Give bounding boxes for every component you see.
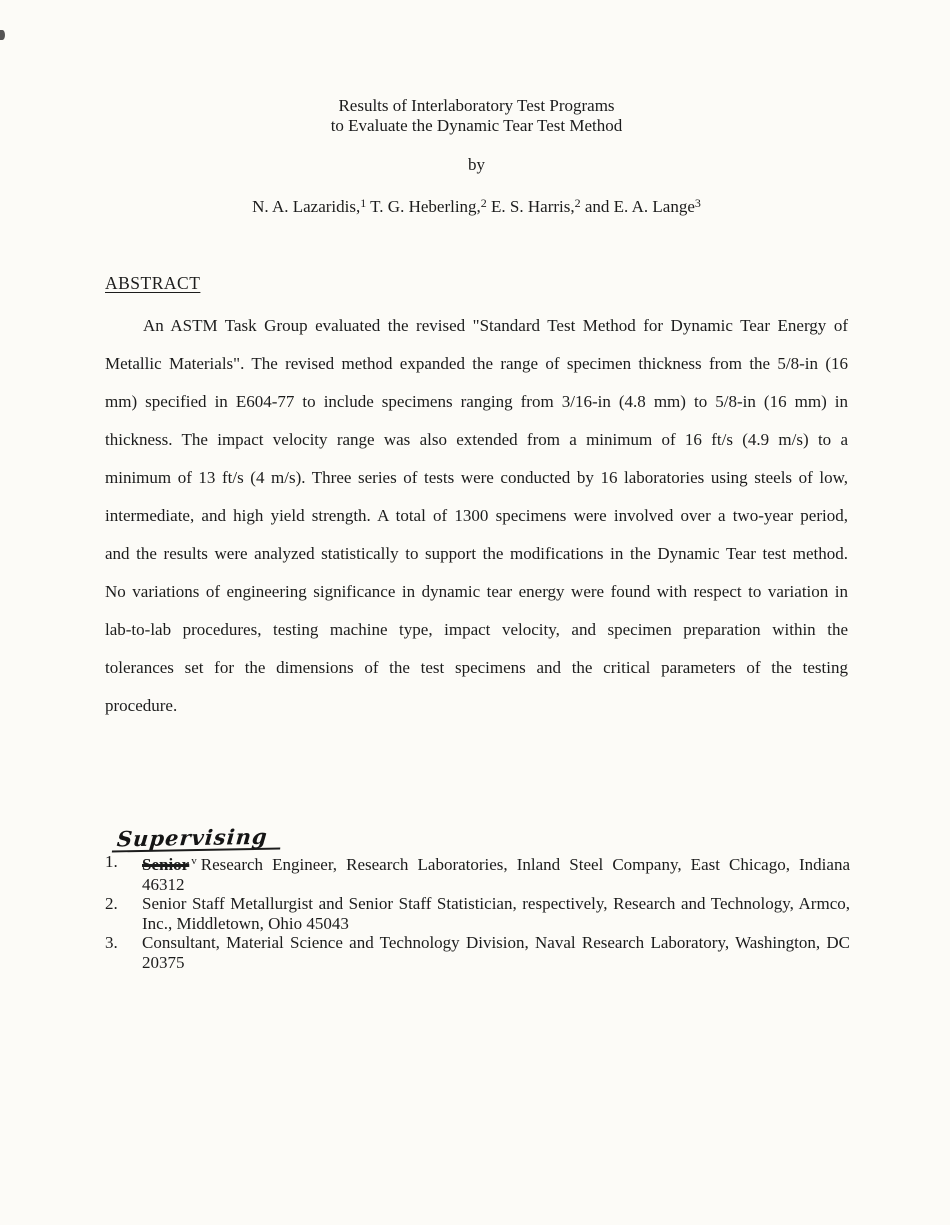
byline: by bbox=[468, 155, 485, 174]
author-name: N. A. Lazaridis, bbox=[252, 197, 361, 216]
author-footnote-marker: 2 bbox=[574, 196, 581, 210]
footnote-item bbox=[105, 852, 850, 894]
author-footnote-marker: 3 bbox=[694, 196, 701, 210]
struck-word: Senior bbox=[142, 855, 190, 874]
author-name: and E. A. Lange bbox=[584, 197, 695, 216]
author-footnote-marker: 2 bbox=[480, 196, 487, 210]
author-name: E. S. Harris, bbox=[491, 197, 575, 216]
page-content bbox=[105, 0, 848, 742]
footnote-number: 1. bbox=[105, 852, 118, 871]
footnote-text: Consultant, Material Science and Technology Division, Naval Research Laboratory, Washington, DC 20375 bbox=[142, 933, 850, 972]
paper-title-line1: Results of Interlaboratory Test Programs bbox=[338, 96, 615, 115]
paper-title-line2: to Evaluate the Dynamic Tear Test Method bbox=[330, 115, 623, 135]
footnotes-section bbox=[105, 823, 850, 972]
insertion-caret: v bbox=[191, 855, 197, 867]
authors-line bbox=[105, 197, 848, 217]
footnote-number: 2. bbox=[105, 894, 118, 913]
footnote-item bbox=[105, 894, 850, 933]
author-footnote-marker: 1 bbox=[360, 196, 367, 210]
author-name: T. G. Heberling, bbox=[370, 197, 481, 216]
handwritten-annotation: Supervising bbox=[112, 827, 283, 852]
footnote-number: 3. bbox=[105, 933, 118, 952]
abstract-body: An ASTM Task Group evaluated the revised "Standard Test Method for Dynamic Tear Energy of Metallic Materials". The revised method expanded the range of specimen thickness from the 5/8-in (16 mm) specified in E604-77 to include specimens ranging from 3/16-in (4.8 mm) to 5/8-in (16 mm) in thickness. The impact velocity range was also extended from a minimum of 16 ft/s (4.9 m/s) to a minimum of 13 ft/s (4 m/s). Three series of tests were conducted by 16 laboratories using steels of low, intermediate, and high yield strength. A total of 1300 specimens were involved over a two-year period, and the results were analyzed statistically to support the modifications in the Dynamic Tear test method. No variations of engineering significance in dynamic tear energy were found with respect to variation in lab-to-lab procedures, testing machine type, impact velocity, and specimen preparation within the tolerances set for the dimensions of the test specimens and the critical parameters of the testing procedure. bbox=[105, 316, 848, 715]
footnote-item bbox=[105, 933, 850, 972]
paper-title bbox=[105, 96, 848, 135]
footnote-body: Research Engineer, Research Laboratories, Inland Steel Company, East Chicago, Indiana 46312 bbox=[142, 855, 850, 894]
abstract-heading: ABSTRACT bbox=[105, 273, 201, 293]
footnote-text bbox=[142, 852, 850, 894]
scan-artifact bbox=[0, 30, 5, 40]
footnote-text: Senior Staff Metallurgist and Senior Staff Statistician, respectively, Research and Technology, Armco, Inc., Middletown, Ohio 45043 bbox=[142, 894, 850, 933]
